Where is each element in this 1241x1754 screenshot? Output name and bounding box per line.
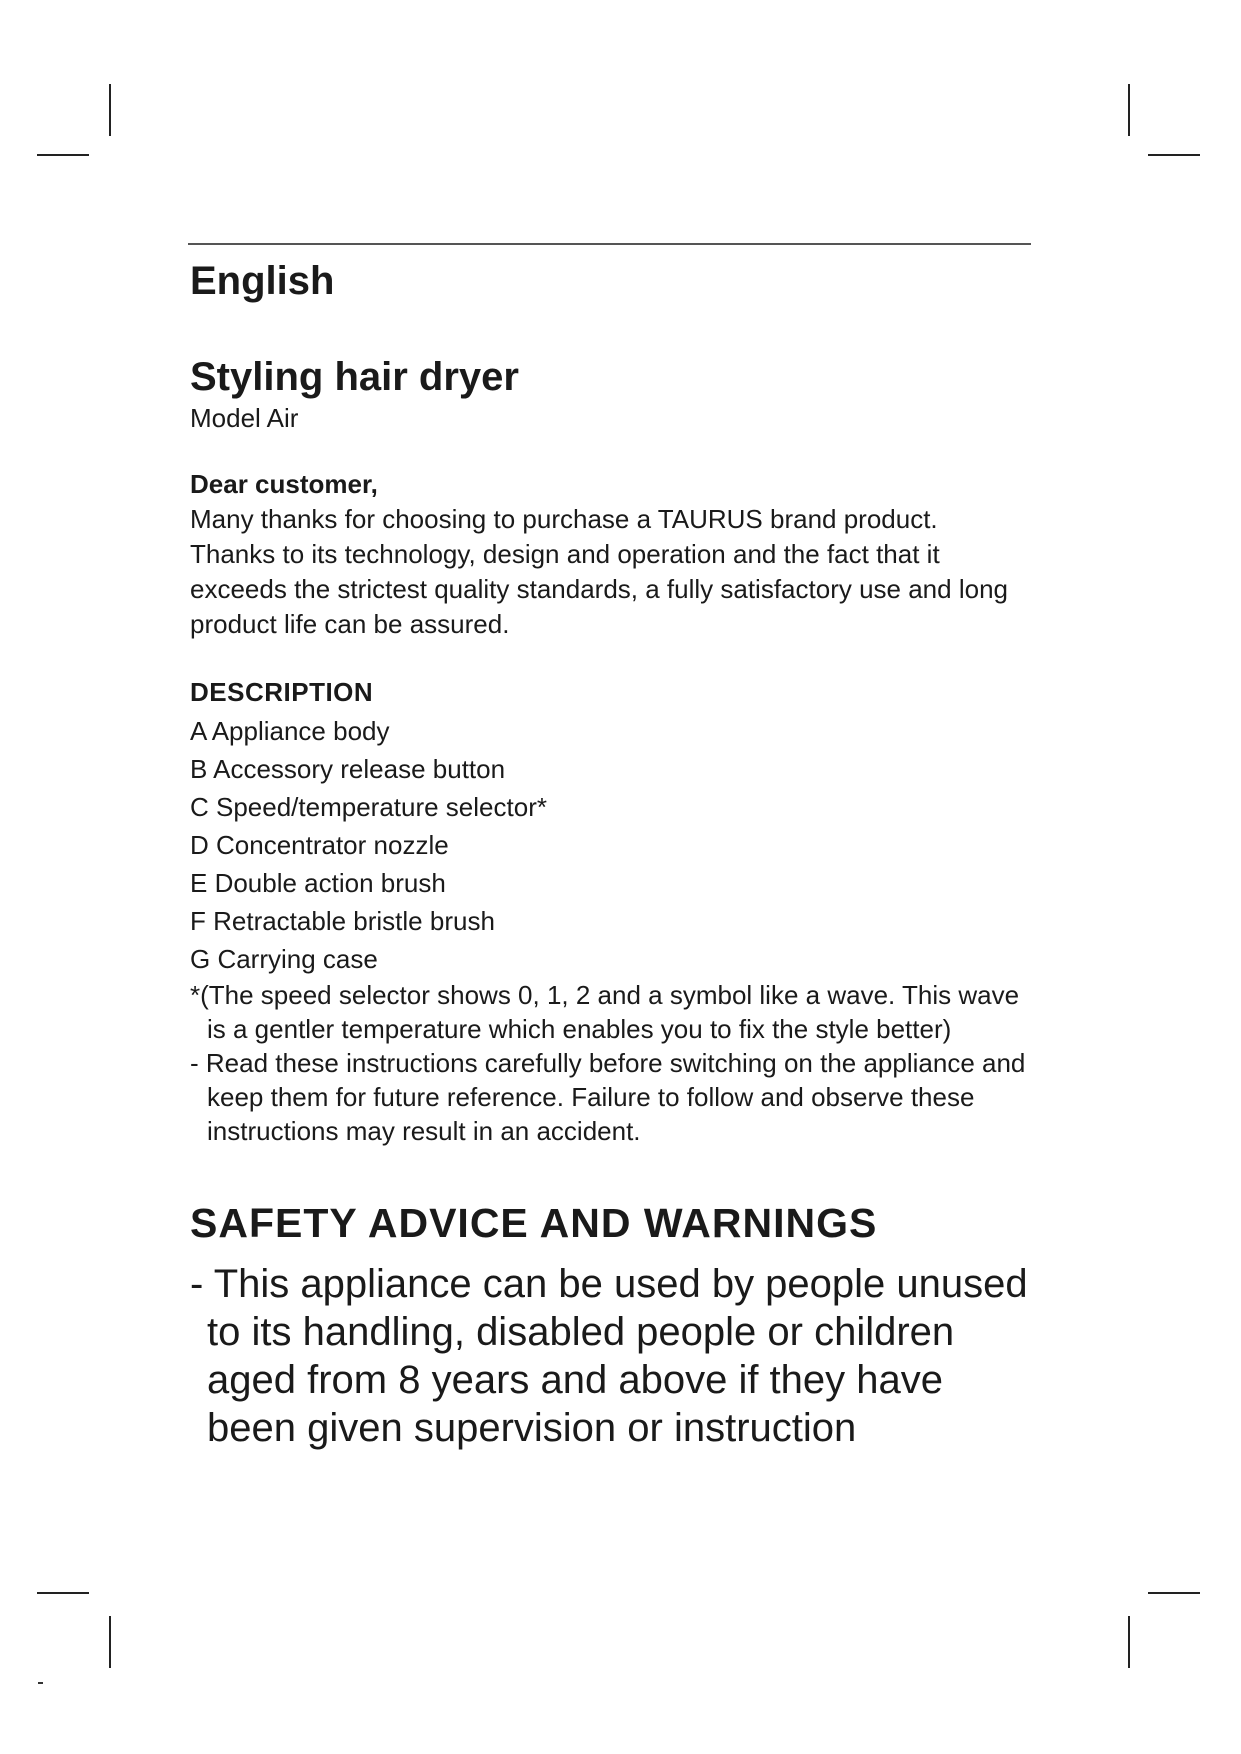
read-instructions-note: - Read these instructions carefully before switching on the appliance and keep them for future reference. Failure to follow and observe these instructions may result in an accident.: [190, 1048, 1026, 1146]
crop-mark-bottom-left-horizontal: [37, 1592, 89, 1594]
crop-mark-bottom-right-horizontal: [1148, 1592, 1200, 1594]
list-item: B Accessory release button: [190, 754, 506, 784]
crop-mark-top-right-horizontal: [1148, 154, 1200, 156]
description-heading: DESCRIPTION: [190, 677, 374, 707]
list-item: E Double action brush: [190, 868, 446, 898]
crop-mark-bottom-right-vertical: [1128, 1616, 1130, 1668]
list-item: G Carrying case: [190, 944, 378, 974]
crop-mark-top-left-vertical: [109, 84, 111, 136]
document-body: [190, 255, 1040, 1452]
safety-heading: SAFETY ADVICE AND WARNINGS: [190, 1200, 878, 1246]
list-item: D Concentrator nozzle: [190, 830, 449, 860]
crop-mark-bottom-left-vertical: [109, 1616, 111, 1668]
crop-mark-top-right-vertical: [1128, 84, 1130, 136]
greeting: Dear customer,: [190, 469, 378, 499]
small-print-mark: [38, 1682, 43, 1684]
intro-paragraph-1: Many thanks for choosing to purchase a TAURUS brand product.: [190, 504, 938, 534]
speed-selector-note: *(The speed selector shows 0, 1, 2 and a symbol like a wave. This wave is a gentler temperature which enables you to fix the style better): [190, 980, 1020, 1044]
model-name: Model Air: [190, 403, 299, 433]
description-list: [190, 712, 1040, 978]
language-heading: English: [190, 259, 335, 303]
crop-mark-top-left-horizontal: [37, 154, 89, 156]
list-item: C Speed/temperature selector*: [190, 792, 547, 822]
safety-item: - This appliance can be used by people unused to its handling, disabled people or children aged from 8 years and above if they have been given supervision or instruction: [190, 1262, 1028, 1450]
header-rule: [188, 243, 1031, 245]
list-item: F Retractable bristle brush: [190, 906, 495, 936]
intro-paragraph-2: Thanks to its technology, design and operation and the fact that it exceeds the strictest quality standards, a fully satisfactory use and long product life can be assured.: [190, 539, 1008, 639]
product-title: Styling hair dryer: [190, 355, 519, 399]
list-item: A Appliance body: [190, 716, 390, 746]
